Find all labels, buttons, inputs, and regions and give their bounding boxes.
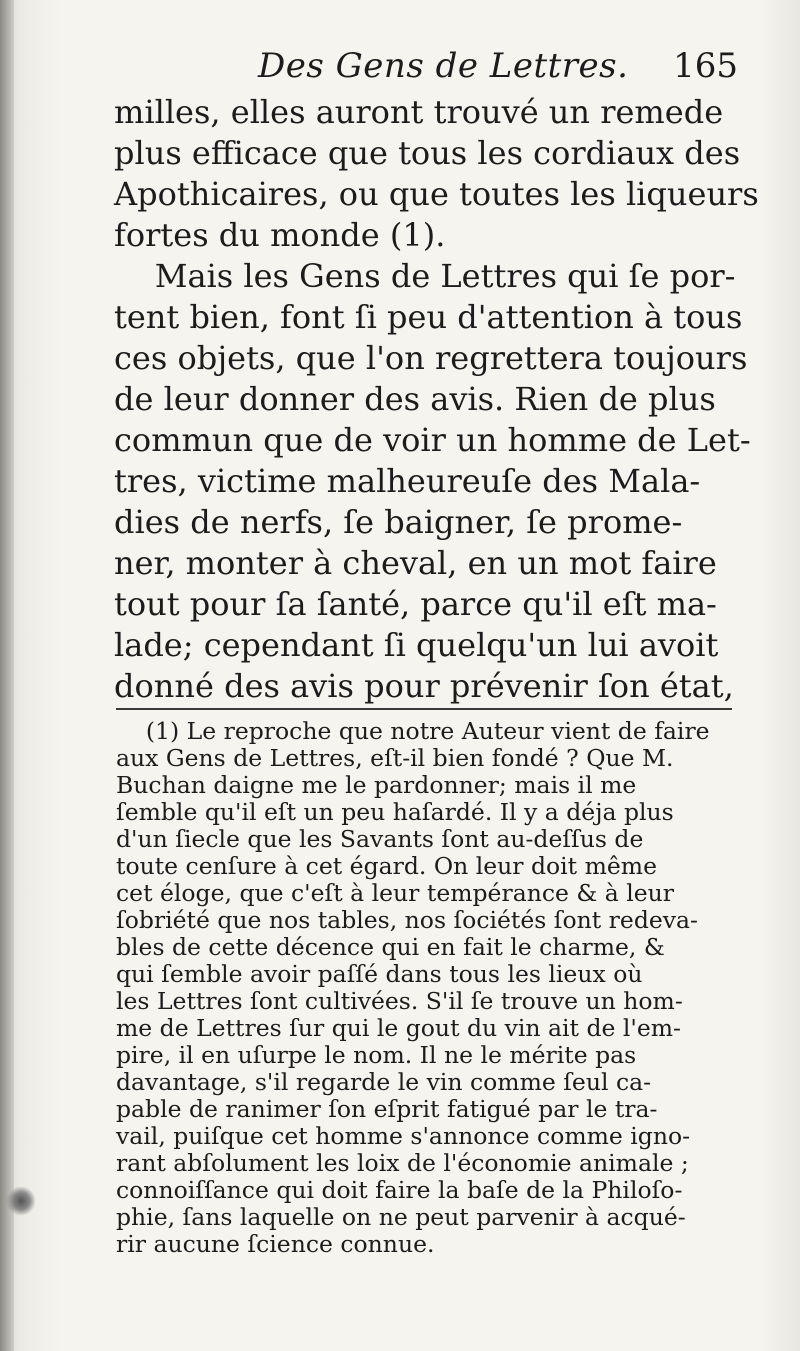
footnote-line: d'un ſiecle que les Savants ſont au-deſſus de <box>116 825 644 853</box>
footnote-line: cet éloge, que c'eſt à leur tempérance & à leur <box>116 879 675 907</box>
text-line: commun que de voir un homme de Let- <box>114 421 751 459</box>
text-line: ner, monter à cheval, en un mot faire <box>114 544 717 582</box>
text-line: dies de nerfs, ſe baigner, ſe prome- <box>114 503 683 541</box>
footnote-line: davantage, s'il regarde le vin comme ſeul ca- <box>116 1068 652 1096</box>
footnote-line: pable de ranimer ſon eſprit fatigué par le tra- <box>116 1095 658 1123</box>
footnote-block <box>116 718 736 1258</box>
footnote-line: toute cenſure à cet égard. On leur doit même <box>116 852 657 880</box>
footnote-line: ſobriété que nos tables, nos ſociétés ſont redeva- <box>116 906 698 934</box>
page-header <box>118 46 758 96</box>
footnote-line: rant abſolument les loix de l'économie animale ; <box>116 1149 689 1177</box>
text-line: milles, elles auront trouvé un remede <box>114 93 724 131</box>
footnote-line: aux Gens de Lettres, eſt-il bien fondé ? Que M. <box>116 744 674 772</box>
footnote-line: vail, puiſque cet homme s'annonce comme igno- <box>116 1122 691 1150</box>
footnote-line: bles de cette décence qui en fait le charme, & <box>116 933 665 961</box>
footnote-line: pire, il en uſurpe le nom. Il ne le mérite pas <box>116 1041 637 1069</box>
text-line: tout pour ſa ſanté, parce qu'il eſt ma- <box>114 585 717 623</box>
footnote-line: qui ſemble avoir paſſé dans tous les lieux où <box>116 960 643 988</box>
page-spine-shadow <box>0 0 14 1351</box>
footnote-line: rir aucune ſcience connue. <box>116 1230 435 1258</box>
text-line: de leur donner des avis. Rien de plus <box>114 380 716 418</box>
text-line: ces objets, que l'on regrettera toujours <box>114 339 748 377</box>
text-line: Apothicaires, ou que toutes les liqueurs <box>114 175 759 213</box>
page-number: 165 <box>673 46 738 86</box>
footnote-line: me de Lettres ſur qui le gout du vin ait de l'em- <box>116 1014 681 1042</box>
footnote-line: les Lettres ſont cultivées. S'il ſe trouve un hom- <box>116 987 683 1015</box>
footnote-line: phie, ſans laquelle on ne peut parvenir à acqué- <box>116 1203 686 1231</box>
text-line: tres, victime malheureuſe des Mala- <box>114 462 701 500</box>
text-line: tent bien, font ſi peu d'attention à tous <box>114 298 743 336</box>
footnote-line: (1) Le reproche que notre Auteur vient de faire <box>116 717 710 745</box>
footnote-separator-rule <box>116 708 732 710</box>
running-title: Des Gens de Lettres. <box>258 46 629 86</box>
text-line: plus efficace que tous les cordiaux des <box>114 134 741 172</box>
footnote-line: connoiſſance qui doit faire la baſe de la Philoſo- <box>116 1176 683 1204</box>
main-text-block <box>114 92 759 707</box>
ink-smudge <box>6 1186 36 1216</box>
text-line: fortes du monde (1). <box>114 216 446 254</box>
footnote-line: Buchan daigne me le pardonner; mais il me <box>116 771 637 799</box>
footnote-line: ſemble qu'il eſt un peu haſardé. Il y a déja plus <box>116 798 674 826</box>
text-line: donné des avis pour prévenir ſon état, <box>114 667 734 705</box>
text-line: Mais les Gens de Lettres qui ſe por- <box>114 257 736 295</box>
text-line: lade; cependant ſi quelqu'un lui avoit <box>114 626 719 664</box>
